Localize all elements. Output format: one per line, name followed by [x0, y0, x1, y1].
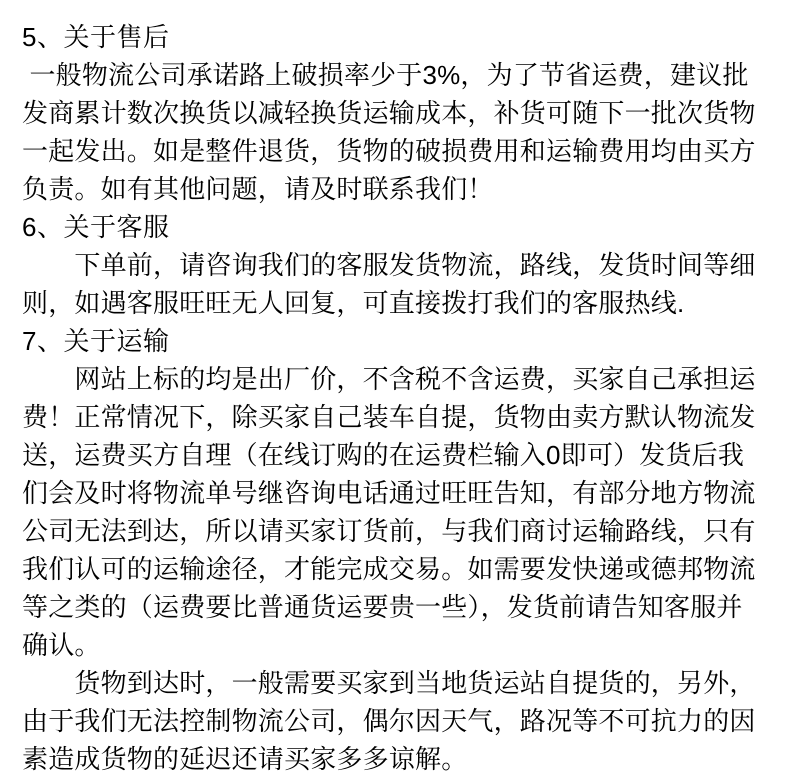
section-heading-shipping: 7、关于运输 — [22, 326, 170, 356]
section-body-shipping-2: 货物到达时，一般需要买家到当地货运站自提货的，另外，由于我们无法控制物流公司，偶尔因天气，路况等不可抗力的因素造成货物的延迟还请买家多多谅解。 — [22, 668, 756, 774]
section-after-sales — [22, 18, 768, 208]
section-body-after-sales: 一般物流公司承诺路上破损率少于3%，为了节省运费，建议批发商累计数次换货以减轻换货运输成本，补货可随下一批次货物一起发出。如是整件退货，货物的破损费用和运输费用均由买方负责。如有其他问题，请及时联系我们！ — [22, 60, 756, 204]
section-body-customer-service: 下单前，请咨询我们的客服发货物流，路线，发货时间等细则，如遇客服旺旺无人回复，可直接拨打我们的客服热线. — [22, 250, 756, 318]
section-customer-service — [22, 208, 768, 322]
section-heading-after-sales: 5、关于售后 — [22, 22, 170, 52]
section-heading-customer-service: 6、关于客服 — [22, 212, 170, 242]
section-body-shipping: 网站上标的均是出厂价，不含税不含运费，买家自己承担运费！正常情况下，除买家自己装车自提，货物由卖方默认物流发送，运费买方自理（在线订购的在运费栏输入0即可）发货后我们会及时将物流单号继咨询电话通过旺旺告知，有部分地方物流公司无法到达，所以请买家订货前，与我们商讨运输路线，只有我们认可的运输途径，才能完成交易。如需要发快递或德邦物流等之类的（运费要比普通货运要贵一些），发货前请告知客服并确认。 — [22, 364, 756, 660]
section-shipping — [22, 322, 768, 778]
